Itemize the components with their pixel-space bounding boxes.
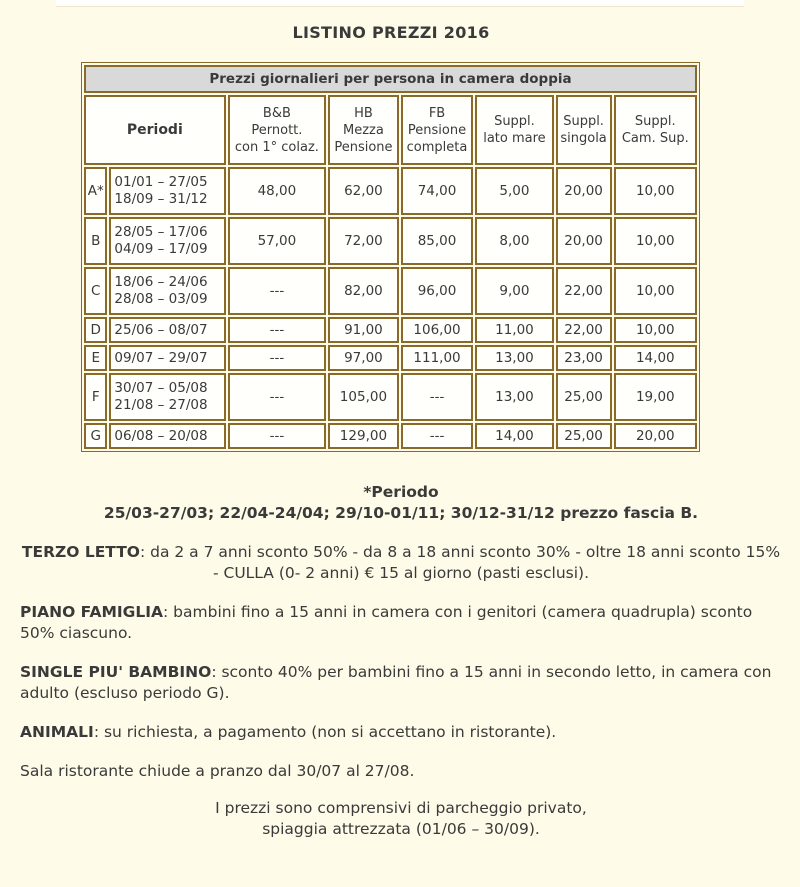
header-line: Cam. Sup. <box>621 131 689 146</box>
period-letter: D <box>84 317 107 343</box>
piano-famiglia-label: PIANO FAMIGLIA <box>20 603 164 621</box>
period-dates <box>109 373 225 421</box>
period-dates <box>109 317 225 343</box>
period-letter: F <box>84 373 107 421</box>
period-dates <box>109 217 225 265</box>
header-line: con 1° colaz. <box>234 139 319 155</box>
period-dates <box>109 267 225 315</box>
header-line: lato mare <box>483 131 546 146</box>
piano-famiglia-note <box>20 602 782 644</box>
hb-header <box>328 95 399 165</box>
period-dates <box>109 167 225 215</box>
periodo-title: *Periodo <box>363 483 439 501</box>
header-line: completa <box>406 139 468 155</box>
animali-text: : su richiesta, a pagamento (non si accettano in ristorante). <box>93 723 557 741</box>
piano-famiglia-text: : bambini fino a 15 anni in camera con i genitori (camera quadrupla) sconto 50% ciascuno. <box>20 603 753 642</box>
period-range: 06/08 – 20/08 <box>114 427 208 444</box>
table-row <box>84 267 697 315</box>
period-range: 21/08 – 27/08 <box>114 397 208 413</box>
bb-price: --- <box>228 317 327 343</box>
table-row <box>84 217 697 265</box>
fb-price: --- <box>401 423 474 449</box>
period-range: 25/06 – 08/07 <box>114 321 208 338</box>
suppl-singola: 20,00 <box>556 167 612 215</box>
suppl-lato-mare: 8,00 <box>475 217 553 265</box>
suppl-singola: 22,00 <box>556 267 612 315</box>
period-letter: A* <box>84 167 107 215</box>
suppl-cam-sup: 10,00 <box>614 167 697 215</box>
hb-price: 129,00 <box>328 423 399 449</box>
hb-price: 97,00 <box>328 345 399 371</box>
period-range: 01/01 – 27/05 <box>114 174 208 190</box>
fb-price: 96,00 <box>401 267 474 315</box>
table-row <box>84 373 697 421</box>
notes-section <box>20 482 782 840</box>
suppl-lato-mare: 13,00 <box>475 345 553 371</box>
period-dates <box>109 345 225 371</box>
fb-price: 74,00 <box>401 167 474 215</box>
animali-note <box>20 722 782 743</box>
period-letter: G <box>84 423 107 449</box>
suppl-singola: 22,00 <box>556 317 612 343</box>
bb-price: 48,00 <box>228 167 327 215</box>
fb-header <box>401 95 474 165</box>
suppl-cam-sup-header <box>614 95 697 165</box>
suppl-singola: 25,00 <box>556 423 612 449</box>
table-row <box>84 317 697 343</box>
single-bambino-text: : sconto 40% per bambini fino a 15 anni in secondo letto, in camera con adulto (escluso periodo G). <box>20 663 772 702</box>
suppl-cam-sup: 10,00 <box>614 317 697 343</box>
suppl-lato-mare-header <box>475 95 553 165</box>
suppl-cam-sup: 20,00 <box>614 423 697 449</box>
header-line: Pernott. <box>251 122 303 138</box>
fb-price: 111,00 <box>401 345 474 371</box>
period-range: 28/08 – 03/09 <box>114 291 208 307</box>
inclusions-note <box>20 798 782 840</box>
suppl-lato-mare: 5,00 <box>475 167 553 215</box>
fb-price: 85,00 <box>401 217 474 265</box>
header-line: B&B <box>262 105 291 121</box>
animali-label: ANIMALI <box>20 723 94 741</box>
period-dates <box>109 423 225 449</box>
bb-price: --- <box>228 345 327 371</box>
period-letter: C <box>84 267 107 315</box>
periodo-note <box>20 482 782 524</box>
hb-price: 82,00 <box>328 267 399 315</box>
bb-price: 57,00 <box>228 217 327 265</box>
terzo-letto-note <box>20 542 782 584</box>
period-range: 04/09 – 17/09 <box>114 241 208 257</box>
suppl-lato-mare: 14,00 <box>475 423 553 449</box>
header-line: Suppl. <box>494 114 535 129</box>
table-caption: Prezzi giornalieri per persona in camera doppia <box>84 65 697 93</box>
header-line: Suppl. <box>563 114 604 129</box>
header-line: singola <box>560 131 607 146</box>
top-strip <box>56 0 744 7</box>
suppl-cam-sup: 19,00 <box>614 373 697 421</box>
header-line: FB <box>428 105 446 121</box>
suppl-singola: 23,00 <box>556 345 612 371</box>
page-title: LISTINO PREZZI 2016 <box>292 23 490 42</box>
suppl-cam-sup: 14,00 <box>614 345 697 371</box>
period-range: 18/06 – 24/06 <box>114 274 208 290</box>
period-letter: E <box>84 345 107 371</box>
terzo-letto-text: : da 2 a 7 anni sconto 50% - da 8 a 18 anni sconto 30% - oltre 18 anni sconto 15% - CULLA (0- 2 anni) € 15 al giorno (pasti esclusi). <box>139 543 781 582</box>
inclusions-line-1: I prezzi sono comprensivi di parcheggio privato, <box>215 799 587 817</box>
suppl-singola: 20,00 <box>556 217 612 265</box>
inclusions-line-2: spiaggia attrezzata (01/06 – 30/09). <box>262 820 540 838</box>
suppl-cam-sup: 10,00 <box>614 217 697 265</box>
header-line: Pensione <box>407 122 467 138</box>
header-line: Pensione <box>334 139 393 155</box>
suppl-lato-mare: 11,00 <box>475 317 553 343</box>
period-range: 28/05 – 17/06 <box>114 224 208 240</box>
period-range: 09/07 – 29/07 <box>114 349 208 366</box>
fb-price: 106,00 <box>401 317 474 343</box>
terzo-letto-label: TERZO LETTO <box>21 543 140 561</box>
table-row <box>84 423 697 449</box>
table-row <box>84 167 697 215</box>
price-table <box>81 62 700 452</box>
single-bambino-label: SINGLE PIU' BAMBINO <box>20 663 212 681</box>
bb-price: --- <box>228 267 327 315</box>
hb-price: 72,00 <box>328 217 399 265</box>
header-line: HB <box>354 105 373 121</box>
hb-price: 105,00 <box>328 373 399 421</box>
suppl-singola: 25,00 <box>556 373 612 421</box>
bb-price: --- <box>228 423 327 449</box>
bb-header <box>228 95 327 165</box>
suppl-singola-header <box>556 95 612 165</box>
hb-price: 91,00 <box>328 317 399 343</box>
periodi-header: Periodi <box>84 95 226 165</box>
table-row <box>84 345 697 371</box>
bb-price: --- <box>228 373 327 421</box>
suppl-lato-mare: 9,00 <box>475 267 553 315</box>
header-line: Mezza <box>343 122 384 138</box>
suppl-cam-sup: 10,00 <box>614 267 697 315</box>
period-range: 30/07 – 05/08 <box>114 380 208 396</box>
sala-ristorante-note: Sala ristorante chiude a pranzo dal 30/07 al 27/08. <box>20 762 415 780</box>
periodo-text: 25/03-27/03; 22/04-24/04; 29/10-01/11; 30/12-31/12 prezzo fascia B. <box>103 504 699 522</box>
hb-price: 62,00 <box>328 167 399 215</box>
period-range: 18/09 – 31/12 <box>114 191 208 207</box>
fb-price: --- <box>401 373 474 421</box>
period-letter: B <box>84 217 107 265</box>
header-line: Suppl. <box>634 114 676 129</box>
single-bambino-note <box>20 662 782 704</box>
suppl-lato-mare: 13,00 <box>475 373 553 421</box>
